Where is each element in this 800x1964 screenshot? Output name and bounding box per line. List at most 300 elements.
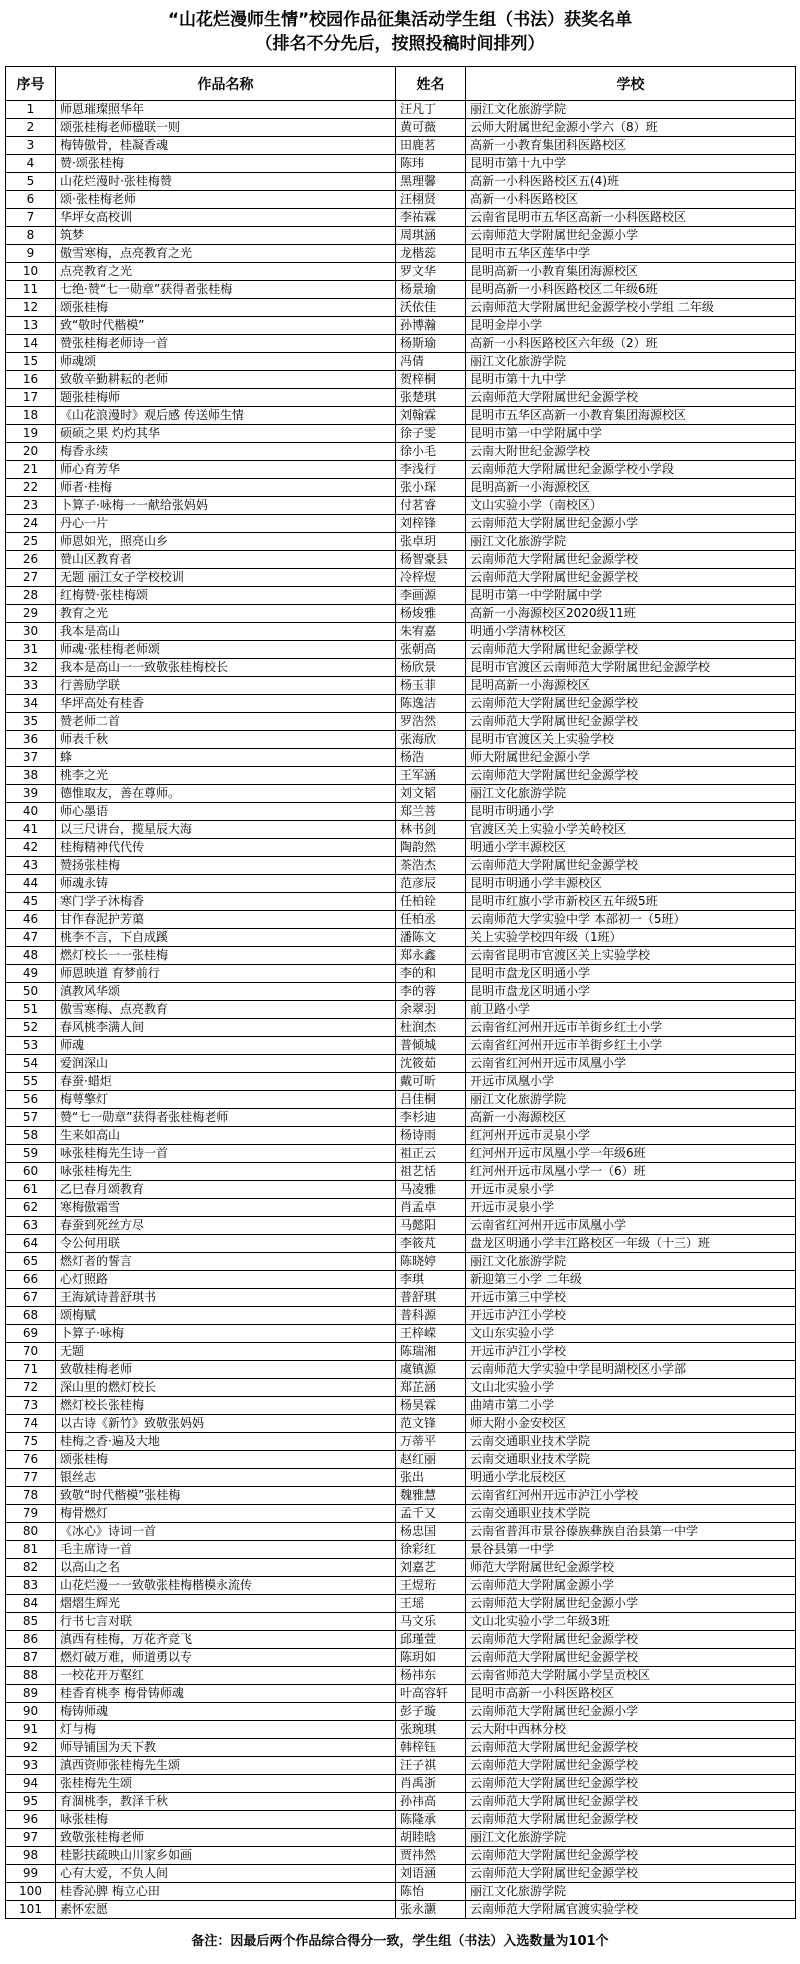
table-row bbox=[6, 1433, 796, 1451]
cell-name: 陈隆承 bbox=[396, 1811, 466, 1829]
cell-work-title: 师导铺国为天下教 bbox=[56, 1739, 396, 1757]
table-row bbox=[6, 1271, 796, 1289]
cell-name: 杨斯瑜 bbox=[396, 335, 466, 353]
table-row bbox=[6, 1127, 796, 1145]
cell-index: 68 bbox=[6, 1307, 56, 1325]
cell-index: 20 bbox=[6, 443, 56, 461]
cell-work-title: 咏张桂梅 bbox=[56, 1811, 396, 1829]
cell-index: 63 bbox=[6, 1217, 56, 1235]
cell-school: 景谷县第一中学 bbox=[466, 1541, 796, 1559]
cell-work-title: 致“敬时代楷模” bbox=[56, 317, 396, 335]
table-row bbox=[6, 1163, 796, 1181]
table-row bbox=[6, 155, 796, 173]
cell-school: 文山北实验小学二年级3班 bbox=[466, 1613, 796, 1631]
cell-school: 云南师范大学附属世纪金源学校 bbox=[466, 1757, 796, 1775]
cell-name: 郑永鑫 bbox=[396, 947, 466, 965]
cell-school: 云南师范大学附属世纪金源学校 bbox=[466, 857, 796, 875]
table-row bbox=[6, 875, 796, 893]
table-row bbox=[6, 1487, 796, 1505]
cell-name: 刘翰霖 bbox=[396, 407, 466, 425]
cell-school: 云南省昆明市五华区高新一小科医路校区 bbox=[466, 209, 796, 227]
cell-name: 李筱芃 bbox=[396, 1235, 466, 1253]
cell-work-title: 行善励学联 bbox=[56, 677, 396, 695]
cell-work-title: 赞·颂张桂梅 bbox=[56, 155, 396, 173]
cell-work-title: 一校花开万壑红 bbox=[56, 1667, 396, 1685]
cell-school: 云师大附属世纪金源小学六（8）班 bbox=[466, 119, 796, 137]
table-row bbox=[6, 803, 796, 821]
cell-school: 昆明市官渡区关上实验学校 bbox=[466, 731, 796, 749]
cell-school: 云南师范大学附属世纪金源学校 bbox=[466, 1865, 796, 1883]
table-row bbox=[6, 1019, 796, 1037]
cell-index: 54 bbox=[6, 1055, 56, 1073]
cell-school: 云南省红河州开远市凤凰小学 bbox=[466, 1055, 796, 1073]
table-row bbox=[6, 1181, 796, 1199]
cell-index: 8 bbox=[6, 227, 56, 245]
cell-work-title: 灯与梅 bbox=[56, 1721, 396, 1739]
cell-name: 陈瑞湘 bbox=[396, 1343, 466, 1361]
cell-school: 云南师范大学附属世纪金源学校 bbox=[466, 1811, 796, 1829]
table-row bbox=[6, 1109, 796, 1127]
table-row bbox=[6, 1757, 796, 1775]
cell-index: 75 bbox=[6, 1433, 56, 1451]
cell-index: 16 bbox=[6, 371, 56, 389]
cell-school: 云南师范大学附属世纪金源学校 bbox=[466, 695, 796, 713]
table-row bbox=[6, 857, 796, 875]
cell-work-title: 致敬桂梅老师 bbox=[56, 1361, 396, 1379]
cell-name: 张琬琪 bbox=[396, 1721, 466, 1739]
table-row bbox=[6, 245, 796, 263]
cell-index: 13 bbox=[6, 317, 56, 335]
cell-school: 丽江文化旅游学院 bbox=[466, 533, 796, 551]
cell-work-title: 七绝·赞“七一勋章”获得者张桂梅 bbox=[56, 281, 396, 299]
cell-name: 杨玉菲 bbox=[396, 677, 466, 695]
table-row bbox=[6, 767, 796, 785]
cell-index: 90 bbox=[6, 1703, 56, 1721]
cell-school: 前卫路小学 bbox=[466, 1001, 796, 1019]
cell-work-title: 蜂 bbox=[56, 749, 396, 767]
cell-school: 明通小学清林校区 bbox=[466, 623, 796, 641]
cell-index: 84 bbox=[6, 1595, 56, 1613]
cell-name: 范文锋 bbox=[396, 1415, 466, 1433]
cell-index: 26 bbox=[6, 551, 56, 569]
table-row bbox=[6, 191, 796, 209]
cell-index: 99 bbox=[6, 1865, 56, 1883]
cell-index: 45 bbox=[6, 893, 56, 911]
cell-index: 48 bbox=[6, 947, 56, 965]
table-row bbox=[6, 227, 796, 245]
table-row bbox=[6, 353, 796, 371]
cell-name: 龙楷蕊 bbox=[396, 245, 466, 263]
cell-index: 40 bbox=[6, 803, 56, 821]
cell-name: 付茗睿 bbox=[396, 497, 466, 515]
cell-school: 丽江文化旅游学院 bbox=[466, 353, 796, 371]
cell-name: 杨忠国 bbox=[396, 1523, 466, 1541]
cell-work-title: 点亮教育之光 bbox=[56, 263, 396, 281]
cell-name: 李的蓉 bbox=[396, 983, 466, 1001]
cell-index: 65 bbox=[6, 1253, 56, 1271]
cell-index: 27 bbox=[6, 569, 56, 587]
cell-work-title: 颂张桂梅 bbox=[56, 299, 396, 317]
table-row bbox=[6, 515, 796, 533]
cell-index: 53 bbox=[6, 1037, 56, 1055]
cell-work-title: 以高山之名 bbox=[56, 1559, 396, 1577]
table-row bbox=[6, 1793, 796, 1811]
cell-school: 云南师范大学附属世纪金源学校 bbox=[466, 641, 796, 659]
table-row bbox=[6, 551, 796, 569]
cell-name: 万蒂平 bbox=[396, 1433, 466, 1451]
cell-name: 孙博瀚 bbox=[396, 317, 466, 335]
cell-name: 杜润杰 bbox=[396, 1019, 466, 1037]
cell-work-title: 华坪女高校训 bbox=[56, 209, 396, 227]
cell-index: 91 bbox=[6, 1721, 56, 1739]
table-row bbox=[6, 1595, 796, 1613]
cell-name: 郑芷涵 bbox=[396, 1379, 466, 1397]
cell-work-title: 赞张桂梅老师诗一首 bbox=[56, 335, 396, 353]
table-row bbox=[6, 1559, 796, 1577]
cell-index: 3 bbox=[6, 137, 56, 155]
cell-work-title: 燃灯校长张桂梅 bbox=[56, 1397, 396, 1415]
cell-index: 29 bbox=[6, 605, 56, 623]
cell-name: 戴可昕 bbox=[396, 1073, 466, 1091]
cell-name: 朱宥嘉 bbox=[396, 623, 466, 641]
cell-school: 关上实验学校四年级（1班） bbox=[466, 929, 796, 947]
table-row bbox=[6, 1811, 796, 1829]
document-title bbox=[0, 0, 800, 56]
table-row bbox=[6, 371, 796, 389]
table-row bbox=[6, 281, 796, 299]
cell-index: 7 bbox=[6, 209, 56, 227]
cell-work-title: 王海斌诗普舒琪书 bbox=[56, 1289, 396, 1307]
cell-name: 孙祎高 bbox=[396, 1793, 466, 1811]
cell-name: 李祐霖 bbox=[396, 209, 466, 227]
cell-work-title: 赞老师二首 bbox=[56, 713, 396, 731]
cell-index: 82 bbox=[6, 1559, 56, 1577]
cell-school: 昆明金岸小学 bbox=[466, 317, 796, 335]
cell-index: 41 bbox=[6, 821, 56, 839]
cell-school: 盘龙区明通小学丰江路校区一年级（十三）班 bbox=[466, 1235, 796, 1253]
table-row bbox=[6, 785, 796, 803]
cell-index: 34 bbox=[6, 695, 56, 713]
cell-name: 沃依佳 bbox=[396, 299, 466, 317]
cell-school: 昆明市明通小学丰源校区 bbox=[466, 875, 796, 893]
cell-school: 昆明市五华区高新一小教育集团海源校区 bbox=[466, 407, 796, 425]
table-row bbox=[6, 1883, 796, 1901]
table-header-row bbox=[6, 67, 796, 101]
cell-name: 贾祎然 bbox=[396, 1847, 466, 1865]
cell-work-title: 硕硕之果 灼灼其华 bbox=[56, 425, 396, 443]
cell-name: 李画源 bbox=[396, 587, 466, 605]
cell-index: 101 bbox=[6, 1901, 56, 1919]
cell-work-title: 以古诗《新竹》致敬张妈妈 bbox=[56, 1415, 396, 1433]
cell-school: 丽江文化旅游学院 bbox=[466, 101, 796, 119]
cell-school: 云南省红河州开远市羊街乡红土小学 bbox=[466, 1037, 796, 1055]
cell-work-title: 桂梅之香·遍及大地 bbox=[56, 1433, 396, 1451]
cell-school: 云南师范大学附属世纪金源学校 bbox=[466, 389, 796, 407]
cell-school: 昆明市明通小学 bbox=[466, 803, 796, 821]
table-row bbox=[6, 929, 796, 947]
cell-name: 刘梓锋 bbox=[396, 515, 466, 533]
cell-work-title: 梅萼擎灯 bbox=[56, 1091, 396, 1109]
cell-index: 19 bbox=[6, 425, 56, 443]
cell-name: 张楚琪 bbox=[396, 389, 466, 407]
cell-index: 66 bbox=[6, 1271, 56, 1289]
cell-index: 44 bbox=[6, 875, 56, 893]
cell-work-title: 春蚕到死丝方尽 bbox=[56, 1217, 396, 1235]
table-row bbox=[6, 1703, 796, 1721]
cell-name: 王梓嵘 bbox=[396, 1325, 466, 1343]
cell-index: 11 bbox=[6, 281, 56, 299]
cell-index: 36 bbox=[6, 731, 56, 749]
table-row bbox=[6, 1055, 796, 1073]
cell-work-title: 师恩如光，照亮山乡 bbox=[56, 533, 396, 551]
table-row bbox=[6, 1379, 796, 1397]
table-row bbox=[6, 101, 796, 119]
cell-school: 开远市凤凰小学 bbox=[466, 1073, 796, 1091]
cell-school: 云南省师范大学附属小学呈贡校区 bbox=[466, 1667, 796, 1685]
cell-school: 云南师范大学附属世纪金源学校小学组 二年级 bbox=[466, 299, 796, 317]
table-row bbox=[6, 659, 796, 677]
cell-work-title: 桂梅精神代代传 bbox=[56, 839, 396, 857]
cell-name: 孟千又 bbox=[396, 1505, 466, 1523]
table-row bbox=[6, 1631, 796, 1649]
table-row bbox=[6, 173, 796, 191]
cell-index: 35 bbox=[6, 713, 56, 731]
table-row bbox=[6, 497, 796, 515]
cell-name: 虞镇源 bbox=[396, 1361, 466, 1379]
cell-name: 马凌雅 bbox=[396, 1181, 466, 1199]
cell-work-title: 乙巳春月颂教育 bbox=[56, 1181, 396, 1199]
cell-name: 田鹿茗 bbox=[396, 137, 466, 155]
cell-index: 30 bbox=[6, 623, 56, 641]
cell-index: 23 bbox=[6, 497, 56, 515]
table-body bbox=[6, 101, 796, 1919]
cell-work-title: 心有大爱，不负人间 bbox=[56, 1865, 396, 1883]
table-row bbox=[6, 1199, 796, 1217]
cell-work-title: 华坪高处有桂香 bbox=[56, 695, 396, 713]
cell-work-title: 傲雪寒梅、点亮教育 bbox=[56, 1001, 396, 1019]
cell-work-title: 滇教风华颂 bbox=[56, 983, 396, 1001]
cell-work-title: 师心育芳华 bbox=[56, 461, 396, 479]
cell-name: 王煜珩 bbox=[396, 1577, 466, 1595]
cell-index: 17 bbox=[6, 389, 56, 407]
cell-index: 83 bbox=[6, 1577, 56, 1595]
table-row bbox=[6, 1307, 796, 1325]
table-row bbox=[6, 947, 796, 965]
cell-index: 22 bbox=[6, 479, 56, 497]
cell-work-title: 素怀宏愿 bbox=[56, 1901, 396, 1919]
cell-name: 汪栩贤 bbox=[396, 191, 466, 209]
cell-school: 师范大学附属世纪金源学校 bbox=[466, 1559, 796, 1577]
cell-school: 昆明市第十九中学 bbox=[466, 371, 796, 389]
table-row bbox=[6, 1415, 796, 1433]
cell-work-title: 梅铸师魂 bbox=[56, 1703, 396, 1721]
cell-work-title: 师心墨语 bbox=[56, 803, 396, 821]
cell-school: 云南师范大学附属世纪金源小学 bbox=[466, 227, 796, 245]
cell-school: 高新一小科医路校区 bbox=[466, 191, 796, 209]
cell-name: 祖正云 bbox=[396, 1145, 466, 1163]
cell-name: 陈玥如 bbox=[396, 1649, 466, 1667]
table-row bbox=[6, 1289, 796, 1307]
cell-work-title: 颂张桂梅老师楹联一则 bbox=[56, 119, 396, 137]
cell-index: 62 bbox=[6, 1199, 56, 1217]
cell-work-title: 咏张桂梅先生 bbox=[56, 1163, 396, 1181]
table-row bbox=[6, 1847, 796, 1865]
cell-work-title: 梅骨燃灯 bbox=[56, 1505, 396, 1523]
cell-name: 汪凡丁 bbox=[396, 101, 466, 119]
cell-name: 胡睦晗 bbox=[396, 1829, 466, 1847]
cell-name: 刘语涵 bbox=[396, 1865, 466, 1883]
cell-index: 85 bbox=[6, 1613, 56, 1631]
cell-index: 87 bbox=[6, 1649, 56, 1667]
table-row bbox=[6, 443, 796, 461]
cell-work-title: 红梅赞·张桂梅颂 bbox=[56, 587, 396, 605]
cell-index: 93 bbox=[6, 1757, 56, 1775]
table-row bbox=[6, 1217, 796, 1235]
table-row bbox=[6, 1091, 796, 1109]
cell-school: 高新一小教育集团科医路校区 bbox=[466, 137, 796, 155]
cell-name: 任柏铨 bbox=[396, 893, 466, 911]
table-row bbox=[6, 821, 796, 839]
cell-work-title: 梅铸傲骨，桂凝香魂 bbox=[56, 137, 396, 155]
cell-index: 64 bbox=[6, 1235, 56, 1253]
cell-work-title: 桂香沁脾 梅立心田 bbox=[56, 1883, 396, 1901]
cell-work-title: 梅香永续 bbox=[56, 443, 396, 461]
cell-school: 文山实验小学（南校区） bbox=[466, 497, 796, 515]
cell-school: 云南师范大学实验中学昆明湖校区小学部 bbox=[466, 1361, 796, 1379]
cell-index: 57 bbox=[6, 1109, 56, 1127]
table-row bbox=[6, 839, 796, 857]
table-row bbox=[6, 1829, 796, 1847]
cell-work-title: 春风桃李满人间 bbox=[56, 1019, 396, 1037]
table-row bbox=[6, 749, 796, 767]
cell-index: 6 bbox=[6, 191, 56, 209]
cell-school: 丽江文化旅游学院 bbox=[466, 1883, 796, 1901]
table-row bbox=[6, 983, 796, 1001]
cell-name: 茶浩杰 bbox=[396, 857, 466, 875]
cell-work-title: 师魂永铸 bbox=[56, 875, 396, 893]
cell-name: 李琪 bbox=[396, 1271, 466, 1289]
cell-work-title: 颂张桂梅 bbox=[56, 1451, 396, 1469]
cell-school: 云南师范大学附属世纪金源学校 bbox=[466, 713, 796, 731]
cell-work-title: 教育之光 bbox=[56, 605, 396, 623]
cell-index: 47 bbox=[6, 929, 56, 947]
cell-school: 云南师范大学附属世纪金源学校 bbox=[466, 1847, 796, 1865]
cell-school: 丽江文化旅游学院 bbox=[466, 785, 796, 803]
cell-work-title: 桂香育桃李 梅骨铸师魂 bbox=[56, 1685, 396, 1703]
cell-school: 昆明高新一小海源校区 bbox=[466, 677, 796, 695]
table-row bbox=[6, 1613, 796, 1631]
cell-work-title: 德惟取友，善在尊师。 bbox=[56, 785, 396, 803]
cell-work-title: 桃李不言，下自成蹊 bbox=[56, 929, 396, 947]
cell-index: 18 bbox=[6, 407, 56, 425]
cell-name: 杨焌雅 bbox=[396, 605, 466, 623]
table-row bbox=[6, 1451, 796, 1469]
cell-school: 云南师范大学附属世纪金源小学 bbox=[466, 1703, 796, 1721]
cell-school: 云南交通职业技术学院 bbox=[466, 1505, 796, 1523]
cell-index: 4 bbox=[6, 155, 56, 173]
cell-school: 云南交通职业技术学院 bbox=[466, 1433, 796, 1451]
cell-index: 43 bbox=[6, 857, 56, 875]
cell-school: 云南师范大学附属官渡实验学校 bbox=[466, 1901, 796, 1919]
table-row bbox=[6, 1001, 796, 1019]
cell-name: 郑兰菩 bbox=[396, 803, 466, 821]
cell-school: 昆明市官渡区云南师范大学附属世纪金源学校 bbox=[466, 659, 796, 677]
cell-name: 杨欣景 bbox=[396, 659, 466, 677]
table-row bbox=[6, 569, 796, 587]
table-row bbox=[6, 893, 796, 911]
cell-name: 黑理馨 bbox=[396, 173, 466, 191]
cell-work-title: 卜算子·咏梅一一献给张妈妈 bbox=[56, 497, 396, 515]
cell-work-title: 行书七言对联 bbox=[56, 1613, 396, 1631]
header-index: 序号 bbox=[6, 67, 56, 101]
table-row bbox=[6, 1775, 796, 1793]
cell-school: 昆明市盘龙区明通小学 bbox=[466, 983, 796, 1001]
table-row bbox=[6, 1397, 796, 1415]
cell-name: 张小琛 bbox=[396, 479, 466, 497]
table-row bbox=[6, 605, 796, 623]
cell-work-title: 甘作春泥护芳蕖 bbox=[56, 911, 396, 929]
cell-index: 100 bbox=[6, 1883, 56, 1901]
cell-index: 21 bbox=[6, 461, 56, 479]
cell-name: 张朝高 bbox=[396, 641, 466, 659]
table-row bbox=[6, 1037, 796, 1055]
cell-work-title: 师魂颂 bbox=[56, 353, 396, 371]
cell-name: 张卓玥 bbox=[396, 533, 466, 551]
cell-school: 云南师范大学附属世纪金源学校 bbox=[466, 569, 796, 587]
cell-name: 陈玮 bbox=[396, 155, 466, 173]
cell-school: 云南交通职业技术学院 bbox=[466, 1451, 796, 1469]
cell-school: 云南省昆明市官渡区关上实验学校 bbox=[466, 947, 796, 965]
cell-work-title: 寒门学子沐梅香 bbox=[56, 893, 396, 911]
cell-name: 李杉迪 bbox=[396, 1109, 466, 1127]
cell-index: 98 bbox=[6, 1847, 56, 1865]
cell-index: 15 bbox=[6, 353, 56, 371]
cell-work-title: 桃李之光 bbox=[56, 767, 396, 785]
cell-name: 周琪涵 bbox=[396, 227, 466, 245]
cell-work-title: 春蚕·蜡炬 bbox=[56, 1073, 396, 1091]
award-list-table bbox=[5, 66, 796, 1919]
table-row bbox=[6, 1541, 796, 1559]
cell-school: 师大附属世纪金源小学 bbox=[466, 749, 796, 767]
cell-school: 开远市灵泉小学 bbox=[466, 1199, 796, 1217]
table-row bbox=[6, 299, 796, 317]
cell-index: 5 bbox=[6, 173, 56, 191]
cell-name: 邱瑾萱 bbox=[396, 1631, 466, 1649]
cell-work-title: 滇西有桂梅，万花齐竞飞 bbox=[56, 1631, 396, 1649]
cell-school: 丽江文化旅游学院 bbox=[466, 1829, 796, 1847]
cell-index: 60 bbox=[6, 1163, 56, 1181]
cell-school: 新迎第三小学 二年级 bbox=[466, 1271, 796, 1289]
cell-index: 94 bbox=[6, 1775, 56, 1793]
table-row bbox=[6, 641, 796, 659]
table-row bbox=[6, 695, 796, 713]
cell-name: 李的和 bbox=[396, 965, 466, 983]
cell-school: 丽江文化旅游学院 bbox=[466, 1253, 796, 1271]
cell-name: 赵红丽 bbox=[396, 1451, 466, 1469]
cell-index: 78 bbox=[6, 1487, 56, 1505]
cell-work-title: 颂梅赋 bbox=[56, 1307, 396, 1325]
table-row bbox=[6, 677, 796, 695]
cell-name: 余翠羽 bbox=[396, 1001, 466, 1019]
cell-name: 杨诗雨 bbox=[396, 1127, 466, 1145]
table-row bbox=[6, 587, 796, 605]
cell-work-title: 我本是高山一一致敬张桂梅校长 bbox=[56, 659, 396, 677]
cell-name: 潘陈文 bbox=[396, 929, 466, 947]
cell-school: 文山北实验小学 bbox=[466, 1379, 796, 1397]
cell-name: 马文乐 bbox=[396, 1613, 466, 1631]
table-row bbox=[6, 1523, 796, 1541]
cell-index: 50 bbox=[6, 983, 56, 1001]
